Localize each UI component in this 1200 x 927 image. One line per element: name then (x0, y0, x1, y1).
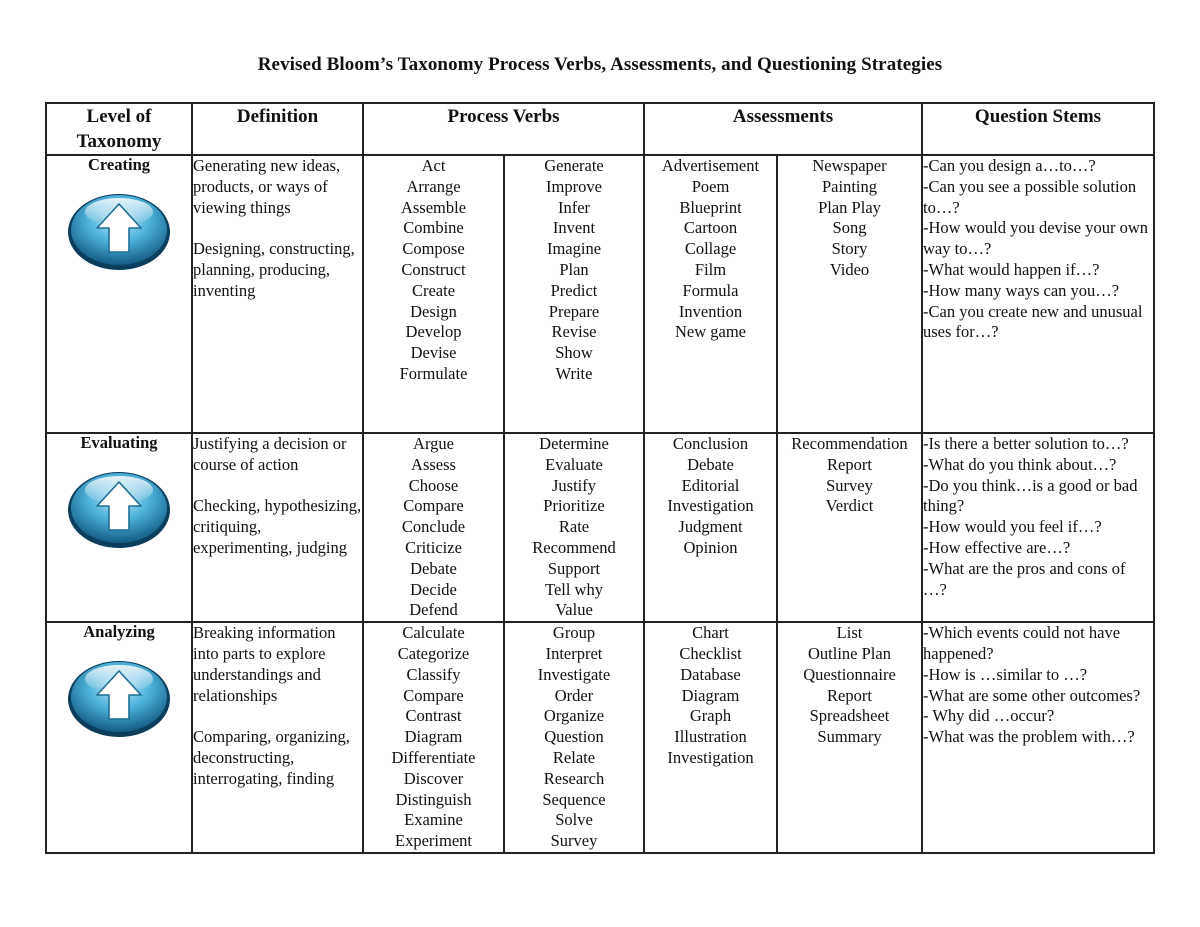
definition-detail: Designing, constructing, planning, producing, inventing (193, 239, 355, 300)
process-verb: Experiment (395, 831, 472, 851)
process-verb: Rate (558, 517, 590, 537)
assessments-cell (644, 433, 777, 622)
up-arrow-icon (67, 468, 171, 550)
assessments-cell (777, 622, 922, 853)
definition-cell (192, 622, 363, 853)
definition-detail: Comparing, organizing, deconstructing, interrogating, finding (193, 727, 350, 788)
assessment-item: Blueprint (679, 197, 742, 217)
process-verb: Organize (543, 706, 605, 726)
process-verb: Write (555, 363, 593, 383)
assessment-item: Newspaper (812, 156, 887, 175)
question-stem: -How is …similar to …? (923, 664, 1088, 684)
process-verb: Argue (413, 434, 454, 453)
header-question-stems: Question Stems (922, 103, 1154, 155)
question-stem: - Why did …occur? (923, 706, 1055, 726)
question-stem: -How effective are…? (923, 537, 1071, 557)
process-verb: Combine (403, 218, 464, 238)
assessment-item: Graph (689, 706, 732, 726)
question-stem: -What would happen if…? (923, 259, 1100, 279)
process-verb: Infer (557, 197, 591, 217)
assessment-item: Story (831, 239, 868, 259)
assessment-item: Video (829, 259, 870, 279)
level-cell (46, 622, 192, 853)
level-cell (46, 155, 192, 433)
question-stem: -How would you devise your own way to…? (923, 218, 1149, 259)
page-title: Revised Bloom’s Taxonomy Process Verbs, Assessments, and Questioning Strategies (257, 54, 943, 75)
assessment-item: Diagram (681, 685, 740, 705)
question-stem: -Can you see a possible solution to…? (923, 176, 1137, 217)
assessment-item: Report (827, 685, 872, 705)
assessment-item: Opinion (683, 537, 738, 557)
assessment-item: Formula (682, 280, 739, 300)
process-verbs-cell (363, 433, 504, 622)
process-verb: Predict (550, 280, 598, 300)
level-name: Creating (87, 155, 151, 174)
assessment-item: Investigation (667, 496, 754, 516)
definition-text: Justifying a decision or course of action (193, 434, 347, 474)
header-level: Level of Taxonomy (46, 103, 192, 155)
assessment-item: Questionnaire (803, 664, 896, 684)
assessment-item: Verdict (825, 496, 874, 516)
header-row (46, 103, 1154, 155)
process-verb: Criticize (405, 537, 462, 557)
process-verb: Defend (409, 600, 458, 620)
process-verb: Prioritize (543, 496, 605, 516)
taxonomy-row (46, 155, 1154, 433)
up-arrow-icon (67, 657, 171, 739)
process-verb: Support (547, 558, 601, 578)
process-verb: Distinguish (395, 789, 472, 809)
taxonomy-row (46, 622, 1154, 853)
process-verb: Recommend (532, 537, 616, 557)
taxonomy-table (45, 102, 1155, 854)
assessment-item: List (836, 623, 863, 643)
question-stem: -Can you create new and unusual uses for…? (923, 301, 1143, 342)
assessment-item: Recommendation (791, 434, 908, 453)
assessment-item: Spreadsheet (809, 706, 890, 726)
definition-text: Breaking information into parts to explore understandings and relationships (193, 623, 336, 705)
process-verb: Assess (411, 454, 456, 474)
process-verbs-cell (363, 622, 504, 853)
process-verb: Choose (408, 475, 459, 495)
definition-cell (192, 433, 363, 622)
process-verb: Evaluate (545, 454, 603, 474)
process-verb: Determine (539, 434, 609, 453)
process-verb: Investigate (537, 664, 611, 684)
process-verb: Decide (410, 579, 457, 599)
definition-cell (192, 155, 363, 433)
process-verb: Act (421, 156, 446, 175)
process-verb: Contrast (405, 706, 462, 726)
question-stem: -What are the pros and cons of …? (923, 558, 1126, 599)
assessment-item: Film (694, 259, 727, 279)
process-verbs-cell (504, 433, 644, 622)
assessment-item: Advertisement (661, 156, 760, 175)
process-verb: Assemble (400, 197, 467, 217)
assessment-item: Conclusion (672, 434, 749, 453)
process-verb: Develop (405, 322, 462, 342)
process-verb: Construct (401, 259, 466, 279)
process-verbs-cell (363, 155, 504, 433)
process-verb: Improve (546, 176, 602, 196)
assessments-cell (777, 433, 922, 622)
level-name: Evaluating (80, 433, 158, 452)
header-definition: Definition (192, 103, 363, 155)
process-verb: Design (410, 301, 457, 321)
level-cell (46, 433, 192, 622)
process-verbs-cell (504, 622, 644, 853)
question-stems-cell (922, 622, 1154, 853)
process-verb: Invent (552, 218, 596, 238)
process-verb: Compare (403, 496, 464, 516)
question-stem: -Which events could not have happened? (923, 623, 1121, 663)
assessment-item: Song (832, 218, 867, 238)
question-stem: -Can you design a…to…? (923, 156, 1096, 175)
question-stem: -How many ways can you…? (923, 280, 1120, 300)
assessment-item: Investigation (667, 747, 754, 767)
process-verb: Question (544, 727, 604, 747)
process-verb: Prepare (548, 301, 600, 321)
assessment-item: Report (827, 454, 872, 474)
definition-detail: Checking, hypothesizing, critiquing, experimenting, judging (193, 496, 362, 557)
assessment-item: Invention (678, 301, 743, 321)
definition-text: Generating new ideas, products, or ways of viewing things (193, 156, 341, 217)
process-verb: Categorize (397, 643, 470, 663)
process-verb: Sequence (542, 789, 606, 809)
header-process-verbs: Process Verbs (363, 103, 644, 155)
question-stems-cell (922, 155, 1154, 433)
header-assessments: Assessments (644, 103, 922, 155)
assessment-item: Painting (821, 176, 877, 196)
process-verb: Diagram (404, 727, 463, 747)
process-verb: Examine (404, 810, 463, 830)
up-arrow-icon (67, 190, 171, 272)
question-stem: -How would you feel if…? (923, 517, 1102, 537)
process-verb: Generate (544, 156, 604, 175)
process-verb: Debate (410, 558, 457, 578)
question-stems-cell (922, 433, 1154, 622)
question-stem: -What do you think about…? (923, 454, 1117, 474)
process-verb: Order (554, 685, 594, 705)
assessment-item: Survey (826, 475, 873, 495)
assessment-item: Illustration (674, 727, 747, 747)
process-verb: Compose (402, 239, 465, 259)
process-verbs-cell (504, 155, 644, 433)
assessment-item: Plan Play (818, 197, 881, 217)
process-verb: Survey (550, 831, 598, 851)
assessments-cell (777, 155, 922, 433)
taxonomy-row (46, 433, 1154, 622)
assessments-cell (644, 155, 777, 433)
process-verb: Discover (403, 768, 464, 788)
question-stem: -Is there a better solution to…? (923, 434, 1129, 453)
question-stem: -What are some other outcomes? (923, 685, 1141, 705)
process-verb: Differentiate (391, 747, 476, 767)
process-verb: Relate (552, 747, 596, 767)
process-verb: Revise (551, 322, 597, 342)
assessment-item: New game (674, 322, 746, 342)
assessment-item: Collage (684, 239, 737, 259)
process-verb: Group (552, 623, 596, 643)
process-verb: Devise (410, 343, 457, 363)
process-verb: Arrange (406, 176, 461, 196)
assessment-item: Chart (692, 623, 729, 643)
level-name: Analyzing (83, 622, 155, 642)
assessment-item: Checklist (679, 643, 742, 663)
process-verb: Interpret (545, 643, 603, 663)
process-verb: Create (411, 280, 456, 300)
process-verb: Compare (403, 685, 464, 705)
process-verb: Imagine (546, 239, 602, 259)
question-stem: -Do you think…is a good or bad thing? (923, 475, 1138, 516)
assessment-item: Summary (817, 727, 882, 747)
process-verb: Solve (555, 810, 593, 830)
assessments-cell (644, 622, 777, 853)
process-verb: Show (555, 343, 593, 363)
process-verb: Value (555, 600, 593, 620)
assessment-item: Debate (687, 454, 734, 474)
assessment-item: Poem (691, 176, 730, 196)
process-verb: Tell why (545, 579, 603, 599)
process-verb: Classify (406, 664, 461, 684)
process-verb: Calculate (402, 623, 465, 643)
process-verb: Research (543, 768, 605, 788)
question-stem: -What was the problem with…? (923, 727, 1135, 747)
process-verb: Plan (559, 259, 589, 279)
process-verb: Conclude (401, 517, 466, 537)
process-verb: Formulate (399, 363, 468, 383)
assessment-item: Outline Plan (808, 643, 891, 663)
assessment-item: Editorial (681, 475, 740, 495)
assessment-item: Database (680, 664, 741, 684)
assessment-item: Judgment (678, 517, 743, 537)
process-verb: Justify (551, 475, 596, 495)
assessment-item: Cartoon (683, 218, 738, 238)
